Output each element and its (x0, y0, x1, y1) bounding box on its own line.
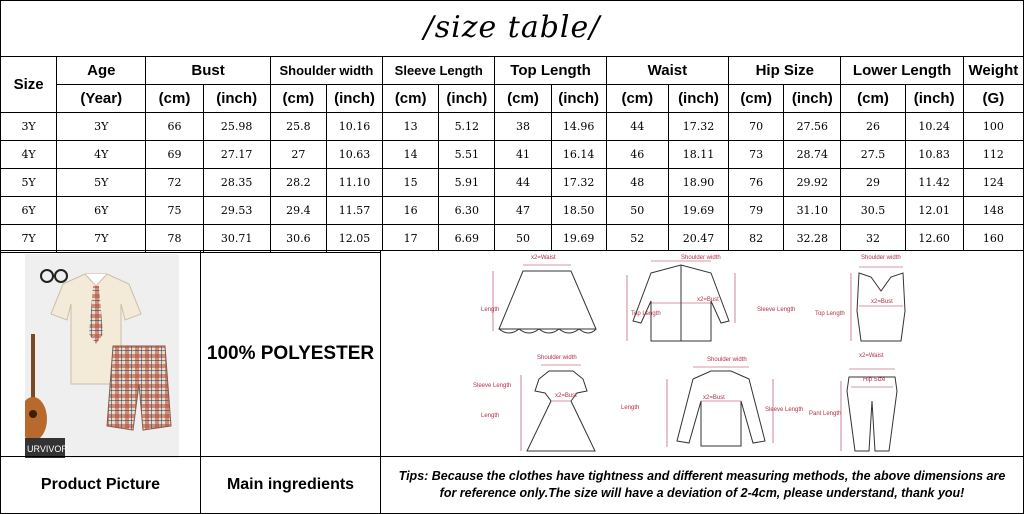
diag-pants-length: Pant Length (809, 411, 842, 417)
product-picture-label: Product Picture (0, 456, 201, 514)
unit-cm: (cm) (495, 85, 551, 113)
diag-sweater-bust: x2=Bust (703, 395, 725, 401)
table-cell: 6.30 (439, 197, 495, 225)
table-cell: 19.69 (668, 197, 728, 225)
main-ingredients-label: Main ingredients (200, 456, 381, 514)
header-size: Size (1, 57, 57, 113)
table-cell: 20.47 (668, 225, 728, 253)
table-cell: 10.83 (905, 141, 963, 169)
header-age: Age (57, 57, 146, 85)
table-cell: 29.92 (784, 169, 841, 197)
table-cell: 17.32 (668, 113, 728, 141)
table-cell: 29 (841, 169, 905, 197)
table-cell: 7Y (1, 225, 57, 253)
unit-cm: (cm) (383, 85, 439, 113)
unit-g: (G) (963, 85, 1023, 113)
bottom-section (0, 250, 1024, 514)
table-cell: 50 (606, 197, 668, 225)
table-row (1, 113, 1024, 141)
table-cell: 66 (146, 113, 203, 141)
header-sleeve: Sleeve Length (383, 57, 495, 85)
table-cell: 6Y (57, 197, 146, 225)
table-cell: 32.28 (784, 225, 841, 253)
header-lower-length: Lower Length (841, 57, 963, 85)
table-cell: 4Y (1, 141, 57, 169)
table-cell: 11.42 (905, 169, 963, 197)
table-cell: 5.12 (439, 113, 495, 141)
table-cell: 52 (606, 225, 668, 253)
tips-note (380, 456, 1024, 514)
table-cell: 14.96 (551, 113, 606, 141)
table-cell: 47 (495, 197, 551, 225)
tips-line-2: for reference only.The size will have a deviation of 2-4cm, please understand, thank you! (439, 486, 965, 500)
table-cell: 73 (729, 141, 784, 169)
table-cell: 30.71 (203, 225, 270, 253)
unit-inch: (inch) (905, 85, 963, 113)
table-cell: 3Y (1, 113, 57, 141)
unit-cm: (cm) (841, 85, 905, 113)
table-cell: 27 (270, 141, 326, 169)
table-cell: 27.5 (841, 141, 905, 169)
unit-cm: (cm) (146, 85, 203, 113)
table-cell: 16.14 (551, 141, 606, 169)
table-cell: 12.01 (905, 197, 963, 225)
header-hip: Hip Size (729, 57, 841, 85)
table-cell: 15 (383, 169, 439, 197)
diag-pants-waist: x2=Waist (859, 353, 884, 359)
table-cell: 75 (146, 197, 203, 225)
table-cell: 25.8 (270, 113, 326, 141)
unit-inch: (inch) (551, 85, 606, 113)
table-cell: 70 (729, 113, 784, 141)
diag-dress-shoulder: Shoulder width (537, 355, 577, 361)
table-cell: 30.6 (270, 225, 326, 253)
unit-cm: (cm) (270, 85, 326, 113)
diag-skirt-length: Length (481, 307, 500, 313)
table-cell: 160 (963, 225, 1023, 253)
unit-inch: (inch) (326, 85, 382, 113)
diag-sweater-sleeve: Sleeve Length (765, 407, 804, 413)
book-cover-text: URVIVOR (27, 444, 68, 454)
table-cell: 48 (606, 169, 668, 197)
table-row (1, 225, 1024, 253)
table-cell: 148 (963, 197, 1023, 225)
table-cell: 76 (729, 169, 784, 197)
diag-jacket-toplength: Top Length (631, 311, 661, 317)
table-cell: 26 (841, 113, 905, 141)
diag-dress-sleeve: Sleeve Length (473, 383, 512, 389)
header-weight: Weight (963, 57, 1023, 85)
table-cell: 72 (146, 169, 203, 197)
header-top-length: Top Length (495, 57, 606, 85)
diag-vest-bust: x2=Bust (871, 299, 893, 305)
table-cell: 3Y (57, 113, 146, 141)
product-photo-art (25, 254, 179, 458)
unit-cm: (cm) (606, 85, 668, 113)
diag-vest-toplength: Top Length (815, 311, 845, 317)
table-cell: 18.50 (551, 197, 606, 225)
header-row-top (1, 57, 1024, 85)
table-cell: 16 (383, 197, 439, 225)
table-row (1, 197, 1024, 225)
product-photo (25, 254, 179, 458)
ingredient-value: 100% POLYESTER (200, 250, 381, 457)
table-cell: 44 (495, 169, 551, 197)
table-cell: 46 (606, 141, 668, 169)
table-cell: 18.11 (668, 141, 728, 169)
table-cell: 5.51 (439, 141, 495, 169)
diag-jacket-shoulder: Shoulder width (681, 255, 721, 261)
table-cell: 28.74 (784, 141, 841, 169)
table-cell: 29.53 (203, 197, 270, 225)
table-cell: 17.32 (551, 169, 606, 197)
tips-line-1: Tips: Because the clothes have tightness and different measuring methods, the above dimensions are (398, 469, 1006, 483)
table-cell: 69 (146, 141, 203, 169)
measurement-diagrams (380, 250, 1024, 457)
table-cell: 100 (963, 113, 1023, 141)
table-cell: 27.17 (203, 141, 270, 169)
unit-inch: (inch) (668, 85, 728, 113)
table-cell: 31.10 (784, 197, 841, 225)
table-cell: 28.2 (270, 169, 326, 197)
table-cell: 17 (383, 225, 439, 253)
table-cell: 12.60 (905, 225, 963, 253)
table-cell: 50 (495, 225, 551, 253)
size-table (0, 56, 1024, 253)
product-photo-cell (0, 250, 201, 457)
diag-dress-length: Length (481, 413, 500, 419)
page-title: /size table/ (423, 10, 601, 45)
table-cell: 79 (729, 197, 784, 225)
header-waist: Waist (606, 57, 728, 85)
table-cell: 5.91 (439, 169, 495, 197)
table-cell: 5Y (57, 169, 146, 197)
diag-dress-bust: x2=Bust (555, 393, 577, 399)
table-cell: 18.90 (668, 169, 728, 197)
table-cell: 6.69 (439, 225, 495, 253)
table-cell: 12.05 (326, 225, 382, 253)
table-cell: 44 (606, 113, 668, 141)
table-row (1, 141, 1024, 169)
diag-pants-hip: Hip Size (863, 377, 886, 383)
table-cell: 27.56 (784, 113, 841, 141)
diag-jacket-sleeve: Sleeve Length (757, 307, 796, 313)
table-cell: 82 (729, 225, 784, 253)
table-cell: 25.98 (203, 113, 270, 141)
unit-inch: (inch) (439, 85, 495, 113)
diag-sweater-shoulder: Shoulder width (707, 357, 747, 363)
table-cell: 112 (963, 141, 1023, 169)
table-cell: 4Y (57, 141, 146, 169)
table-cell: 38 (495, 113, 551, 141)
diag-jacket-bust: x2=Bust (697, 297, 719, 303)
header-shoulder: Shoulder width (270, 57, 382, 85)
table-cell: 11.10 (326, 169, 382, 197)
table-cell: 10.63 (326, 141, 382, 169)
diag-vest-shoulder: Shoulder width (861, 255, 901, 261)
table-cell: 78 (146, 225, 203, 253)
table-cell: 11.57 (326, 197, 382, 225)
table-cell: 13 (383, 113, 439, 141)
unit-inch: (inch) (784, 85, 841, 113)
table-cell: 19.69 (551, 225, 606, 253)
table-cell: 32 (841, 225, 905, 253)
table-cell: 30.5 (841, 197, 905, 225)
table-cell: 29.4 (270, 197, 326, 225)
diagram-art (381, 251, 1023, 456)
table-cell: 5Y (1, 169, 57, 197)
table-cell: 10.24 (905, 113, 963, 141)
table-cell: 28.35 (203, 169, 270, 197)
unit-inch: (inch) (203, 85, 270, 113)
diag-skirt-waist: x2=Waist (531, 255, 556, 261)
header-row-units (1, 85, 1024, 113)
table-cell: 14 (383, 141, 439, 169)
unit-cm: (cm) (729, 85, 784, 113)
header-bust: Bust (146, 57, 270, 85)
table-cell: 6Y (1, 197, 57, 225)
table-cell: 7Y (57, 225, 146, 253)
table-cell: 41 (495, 141, 551, 169)
table-cell: 124 (963, 169, 1023, 197)
unit-year: (Year) (57, 85, 146, 113)
table-row (1, 169, 1024, 197)
diag-sweater-length: Length (621, 405, 640, 411)
table-cell: 10.16 (326, 113, 382, 141)
